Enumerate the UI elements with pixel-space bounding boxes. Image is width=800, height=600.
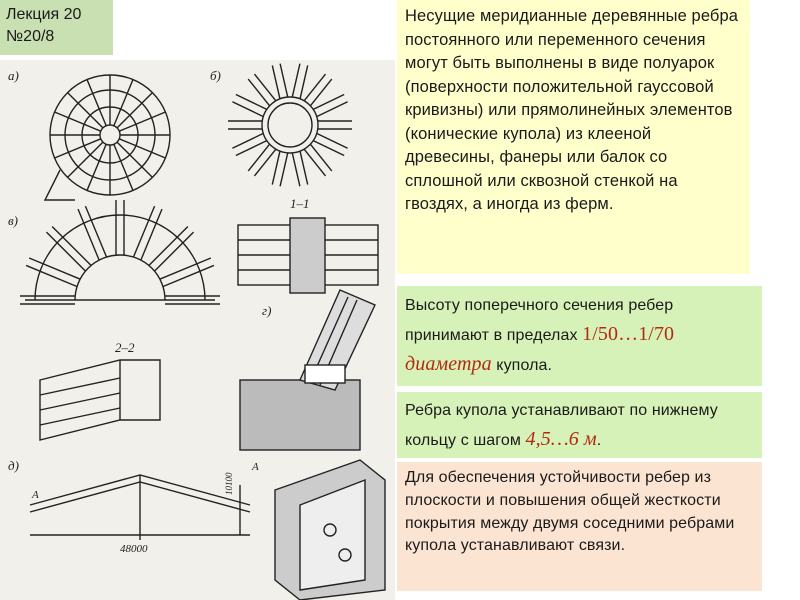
label-v: в) [8,213,18,228]
rib-spacing-value: 4,5…6 м [525,428,597,450]
lecture-title: Лекция 20 [6,6,82,23]
rib-line [232,134,263,149]
section-height-box [397,286,762,386]
rib-spacing-box [397,392,762,458]
rib-line [254,74,275,101]
rib-line [114,80,133,126]
rib-line [26,265,77,286]
rib-line [304,149,325,176]
section-height-diameter: диаметра [405,353,492,375]
rib-line [300,151,308,184]
ribs-description-box [397,0,750,274]
rib-line [119,139,165,158]
rib-line [85,206,106,257]
drawing-d [30,475,250,540]
rib-spacing-text: Ребра купола устанавливают по нижнему кольцу с шагом [405,402,718,449]
section-height-text: Высоту поперечного сечения ребер принимают в пределах [405,297,674,344]
rib-line [52,226,91,265]
bracing-box [397,462,762,591]
label-mark-a2: А [252,461,259,473]
bracing-text: Для обеспечения устойчивости ребер из плоскости и повышения общей жесткости покрытия между двумя соседними ребрами купола устанавливают связи. [405,469,735,555]
drawing-connection [275,460,385,600]
label-section-2-2: 2–2 [115,340,135,355]
drawing-a [45,75,170,200]
label-a: а) [8,68,19,83]
rib-line [46,232,85,271]
label-dim-span: 48000 [120,543,148,555]
label-mark-a: А [32,489,39,501]
rib-spacing-suffix: . [596,432,602,449]
rib-line [317,134,348,149]
label-dim-height: 10100 [224,472,234,495]
rib-line [272,65,280,98]
label-d: д) [8,458,19,473]
rib-line [254,149,275,176]
label-section-1-1: 1–1 [290,196,310,211]
lecture-badge [0,0,113,55]
rib-line [304,74,325,101]
drawing-g [240,290,375,450]
rib-line [87,144,106,190]
rib-line [272,151,280,184]
rib-line [317,102,348,117]
section-height-ratio: 1/50…1/70 [582,323,675,345]
drawing-b [228,64,352,187]
drawing-v [20,200,220,304]
dome-ribs-illustration [0,60,395,600]
label-b: б) [210,68,221,83]
rib-line [149,226,188,265]
section-2-2 [40,360,160,440]
ribs-description-text: Несущие меридианные деревянные ребра постоянного или переменного сечения могут быть выполнены в виде полуарок (поверхности положительной гауссовой кривизны) или прямолинейных элементов (конические купола) из клееной древесины, фанеры или балок со сплошной или сквозной стенкой на гвоздях, а иногда из ферм. [405,7,739,213]
label-g: г) [262,303,272,318]
rib-line [119,112,165,131]
rib-line [114,144,133,190]
lecture-number: №20/8 [6,28,55,45]
technical-drawing [0,60,395,600]
rib-line [292,153,300,186]
rib-line [141,209,162,260]
section-1-1 [238,218,378,293]
rib-line [280,64,288,97]
section-height-suffix: купола. [491,357,553,374]
rib-line [55,139,101,158]
rib-line [160,258,211,279]
rib-line [300,65,308,98]
rib-line [232,102,263,117]
rib-line [155,232,194,271]
rib-line [280,153,288,186]
rib-line [55,112,101,131]
rib-line [29,258,80,279]
rib-line [78,209,99,260]
rib-line [87,80,106,126]
rib-line [134,206,155,257]
rib-line [292,64,300,97]
rib-line [163,265,214,286]
